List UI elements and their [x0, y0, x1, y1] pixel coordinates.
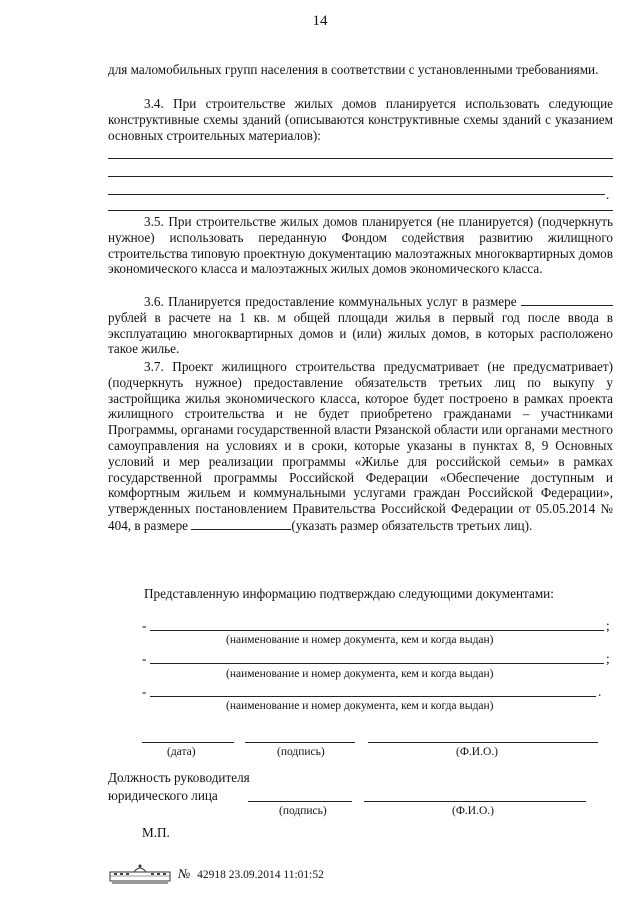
registration-number: 42918	[197, 869, 226, 881]
doc-3-caption: (наименование и номер документа, кем и когда выдан)	[226, 700, 494, 712]
position-label-line-2: юридического лица	[108, 788, 218, 803]
fill-line-3-4-d	[108, 210, 613, 211]
section-3-5-text: 3.5. При строительстве жилых домов планируется (не планируется) (подчеркнуть нужное) использовать переданную Фондом содействия развитию жилищного строительства типовую проектную документацию малоэтажных многоквартирных домов экономического класса и малоэтажных жилых домов экономического класса.	[108, 214, 613, 277]
fill-line-3-4-a	[108, 158, 613, 159]
doc-1-end: ;	[606, 618, 610, 633]
section-3-7-text	[108, 359, 613, 534]
doc-3-end: .	[598, 684, 602, 699]
doc-3-line[interactable]	[150, 696, 596, 697]
signature-caption: (подпись)	[277, 746, 325, 758]
date-caption: (дата)	[167, 746, 196, 758]
fill-line-3-4-b	[108, 176, 613, 177]
position-label-line-1: Должность руководителя	[108, 770, 250, 785]
section-3-6-part2: рублей в расчете на 1 кв. м общей площади жилья в первый год после ввода в эксплуатацию многоквартирных домов и (или) жилых домов, в которых расположено такое жилье.	[108, 309, 613, 357]
section-3-4-text: 3.4. При строительстве жилых домов планируется использовать следующие конструктивные схемы зданий (описываются конструктивные схемы зданий с указанием основных строительных материалов):	[108, 96, 613, 143]
intro-paragraph: для маломобильных групп населения в соответствии с установленными требованиями.	[108, 62, 599, 77]
doc-1-caption: (наименование и номер документа, кем и когда выдан)	[226, 634, 494, 646]
doc-1-dash: -	[142, 618, 147, 633]
doc-2-line[interactable]	[150, 663, 604, 664]
section-3-6-part1: 3.6. Планируется предоставление коммунальных услуг в размере	[144, 294, 517, 309]
fio-line[interactable]	[368, 742, 598, 743]
head-fio-caption: (Ф.И.О.)	[452, 805, 494, 817]
section-3-7-tail: (указать размер обязательств третьих лиц).	[291, 517, 533, 533]
number-symbol: №	[178, 866, 191, 881]
fio-caption: (Ф.И.О.)	[456, 746, 498, 758]
doc-2-end: ;	[606, 651, 610, 666]
date-line[interactable]	[142, 742, 234, 743]
signature-line[interactable]	[245, 742, 355, 743]
fill-line-3-4-c	[108, 194, 605, 195]
doc-1-line[interactable]	[150, 630, 604, 631]
doc-3-dash: -	[142, 684, 147, 699]
page-number: 14	[312, 13, 328, 29]
doc-2-caption: (наименование и номер документа, кем и когда выдан)	[226, 668, 494, 680]
head-signature-line[interactable]	[248, 801, 352, 802]
registration-stamp	[178, 866, 324, 882]
registration-datetime: 23.09.2014 11:01:52	[228, 869, 324, 881]
section-3-7-main: 3.7. Проект жилищного строительства предусматривает (не предусматривает) (подчеркнуть нужное) предоставление обязательств третьих лиц по выкупу у застройщика жилья экономического класса, которое будет построено в рамках проекта жилищного строительства и не будет приобретено гражданами – участниками Программы, органами государственной власти Рязанской области или органами местного самоуправления на условиях и в сроки, которые указаны в пунктах 8, 9 Основных условий и мер реализации программы «Жилье для российской семьи» в рамках государственной программы Российской Федерации «Обеспечение доступным и комфортным жильем и коммунальными услугами граждан Российской Федерации», утвержденных постановлением Правительства Российской Федерации от 05.05.2014 № 404, в размере	[108, 359, 613, 533]
utility-cost-blank[interactable]	[521, 293, 613, 306]
doc-2-dash: -	[142, 651, 147, 666]
head-fio-line[interactable]	[364, 801, 586, 802]
head-signature-caption: (подпись)	[279, 805, 327, 817]
document-footer	[108, 862, 408, 886]
section-3-6-text	[108, 293, 613, 357]
obligation-amount-blank[interactable]	[191, 517, 291, 530]
stamp-place-label: М.П.	[142, 825, 170, 840]
documents-intro: Представленную информацию подтверждаю следующими документами:	[144, 586, 554, 601]
fill-line-3-4-end: .	[606, 187, 610, 202]
government-emblem-icon	[108, 862, 172, 884]
